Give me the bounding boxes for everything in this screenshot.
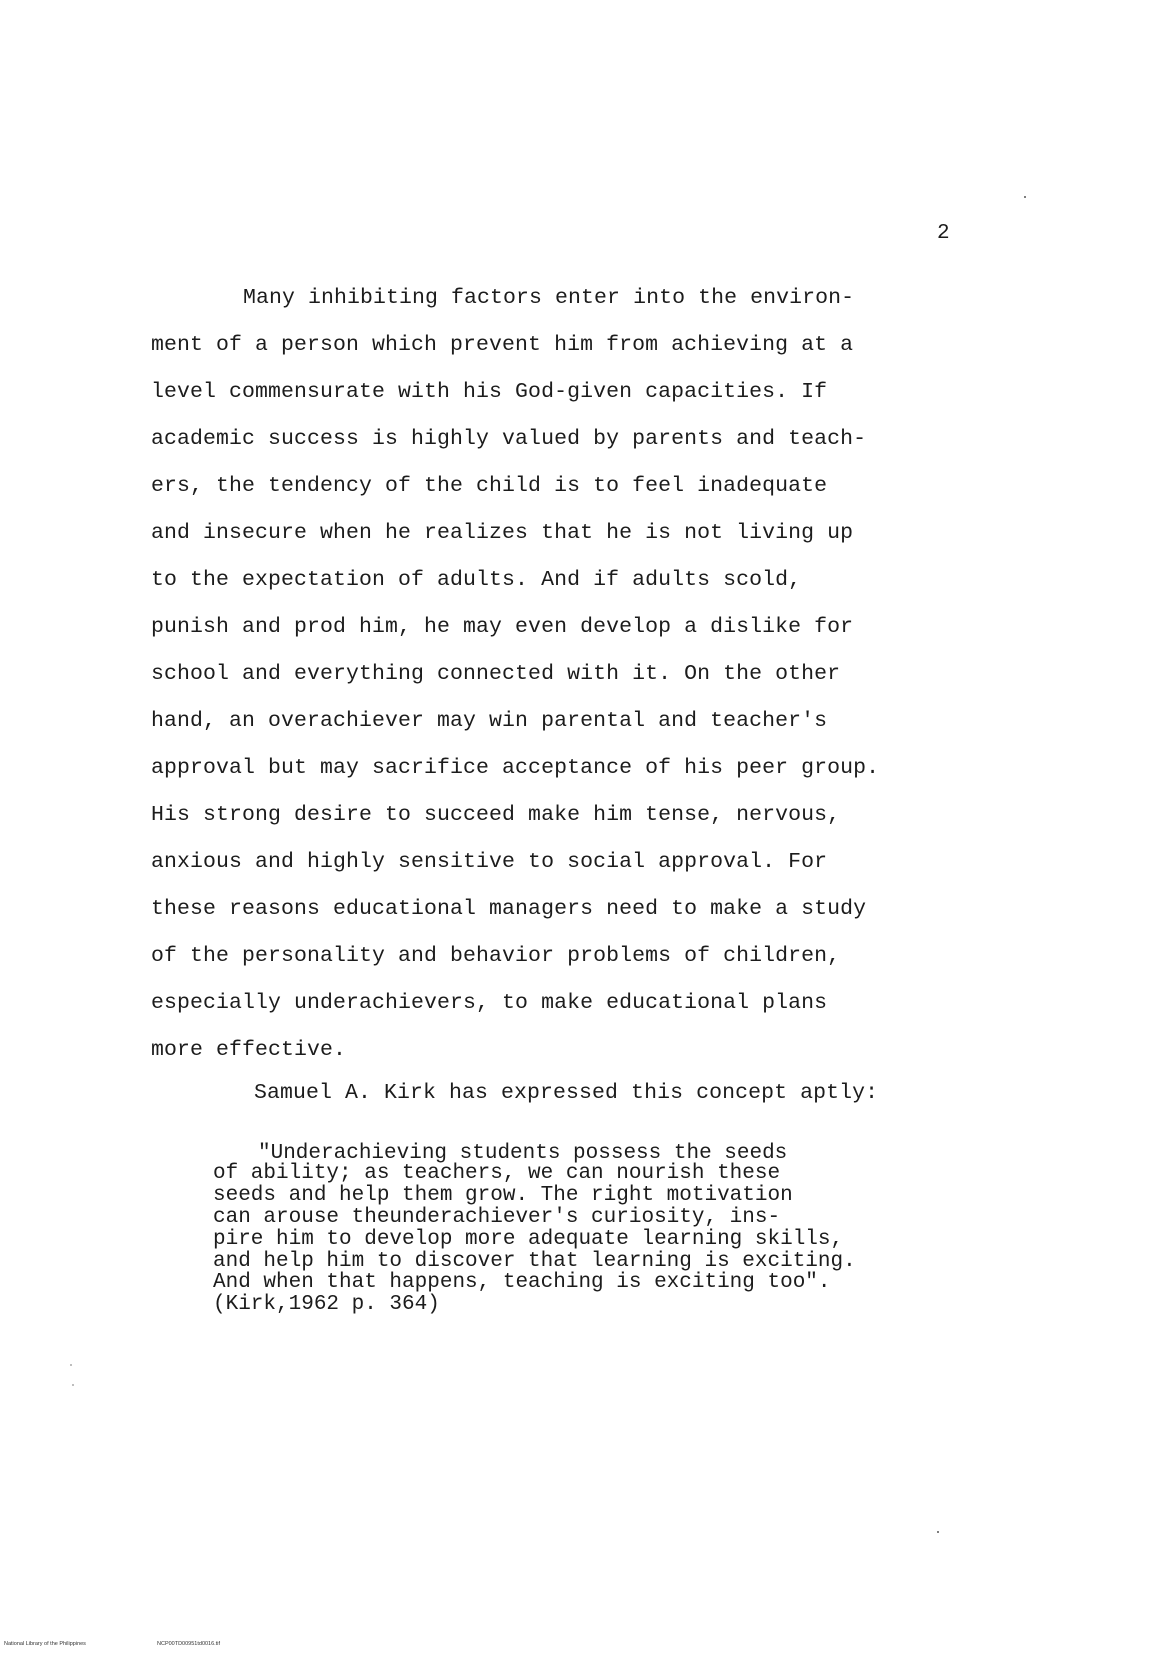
quote-introduction: Samuel A. Kirk has expressed this concept aptly: [254,1081,879,1105]
footer-file-id: NCP00TD00951td0016.tif [157,1641,220,1647]
footer-library-name: National Library of the Philippines [4,1641,86,1647]
paragraph-line: anxious and highly sensitive to social approval. For [151,850,828,874]
paragraph-line: His strong desire to succeed make him tense, nervous, [151,803,841,827]
paragraph-line: these reasons educational managers need to make a study [151,897,867,921]
scan-speck [70,1364,72,1366]
page-number: 2 [937,222,950,245]
paragraph-line: to the expectation of adults. And if adults scold, [151,568,802,592]
scan-speck [72,1384,74,1386]
paragraph-line: especially underachievers, to make educational plans [151,991,828,1015]
paragraph-line: ment of a person which prevent him from achieving at a [151,333,854,357]
quote-line: can arouse theunderachiever's curiosity, ins- [213,1206,781,1229]
quote-line: of ability; as teachers, we can nourish these [213,1162,781,1185]
quote-line: seeds and help them grow. The right motivation [213,1184,793,1207]
paragraph-line: and insecure when he realizes that he is not living up [151,521,854,545]
paragraph-line: academic success is highly valued by parents and teach- [151,427,867,451]
paragraph-line: more effective. [151,1038,347,1062]
quote-line: And when that happens, teaching is exciting too". [213,1271,831,1294]
paragraph-line: ers, the tendency of the child is to feel inadequate [151,474,828,498]
quote-line: pire him to develop more adequate learning skills, [213,1228,844,1251]
quote-line: "Underachieving students possess the seeds [258,1142,788,1165]
paragraph-line: of the personality and behavior problems of children, [151,944,841,968]
quote-line: and help him to discover that learning is exciting. [213,1250,856,1273]
paragraph-line: level commensurate with his God-given capacities. If [151,380,828,404]
scan-speck [1024,196,1026,198]
paragraph-line: approval but may sacrifice acceptance of his peer group. [151,756,880,780]
paragraph-line: punish and prod him, he may even develop a dislike for [151,615,854,639]
paragraph-line: hand, an overachiever may win parental and teacher's [151,709,828,733]
scan-speck [937,1531,939,1533]
quote-line: (Kirk,1962 p. 364) [213,1293,440,1316]
paragraph-line: Many inhibiting factors enter into the environ- [243,286,855,310]
paragraph-line: school and everything connected with it. On the other [151,662,841,686]
